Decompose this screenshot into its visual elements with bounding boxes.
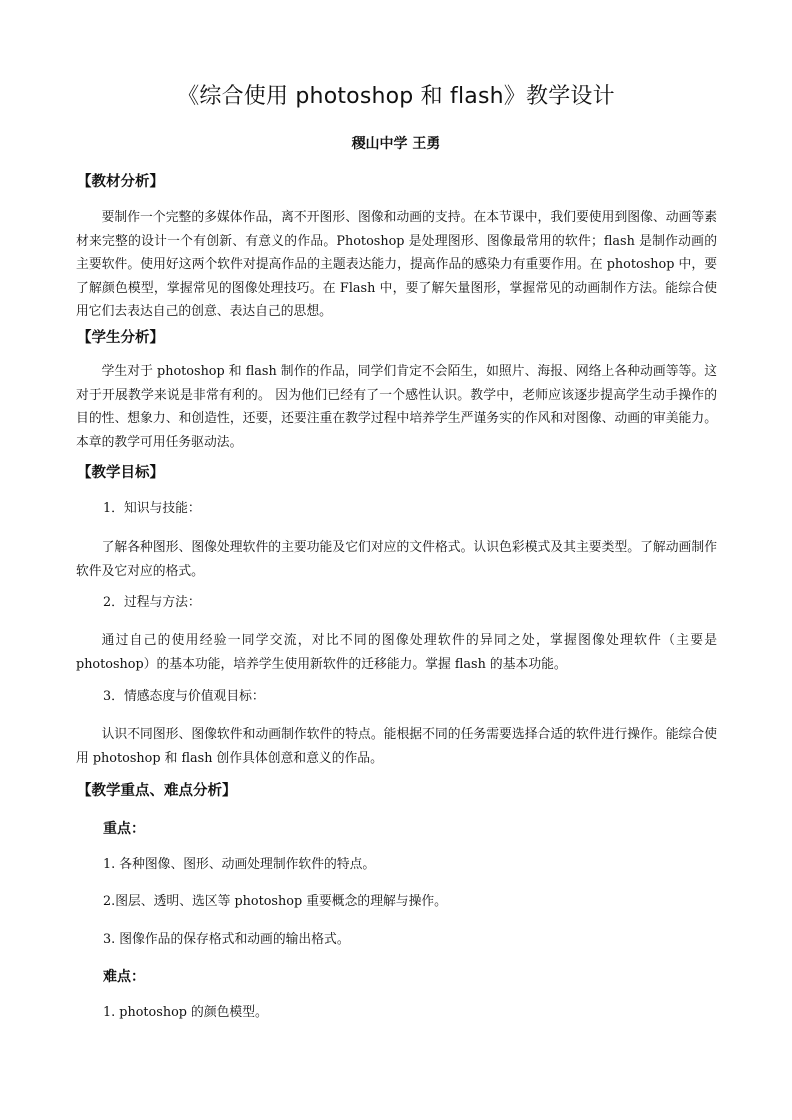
paragraph-goal-attitude: 认识不同图形、图像软件和动画制作软件的特点。能根据不同的任务需要选择合适的软件进行操作。能综合使用 photoshop 和 flash 创作具体创意和意义的作品。	[76, 727, 717, 766]
goal-item-attitude: 3．情感态度与价值观目标：	[103, 689, 265, 704]
goal-item-knowledge: 1．知识与技能：	[103, 501, 201, 516]
paragraph-goal-process: 通过自己的使用经验一同学交流，对比不同的图像处理软件的异同之处，掌握图像处理软件（主要是 photoshop）的基本功能，培养学生使用新软件的迁移能力。掌握 flash 的基本功能。	[76, 633, 717, 672]
difficulty-label: 难点：	[103, 969, 145, 985]
focus-item-2: 2.图层、透明、选区等 photoshop 重要概念的理解与操作。	[103, 894, 447, 909]
paragraph-student-analysis: 学生对于 photoshop 和 flash 制作的作品，同学们肯定不会陌生，如照片、海报、网络上各种动画等等。这对于开展教学来说是非常有利的。 因为他们已经有了一个感性认识。教学中，老师应该逐步提高学生动手操作的目的性、想象力、和创造性，还要，还要注重在教学过程中培养学生严谨务实的作风和对图像、动画的审美能力。本章的教学可用任务驱动法。	[76, 364, 717, 450]
document-title: 《综合使用 photoshop 和 flash》教学设计	[177, 84, 615, 109]
difficulty-item-1: 1. photoshop 的颜色模型。	[103, 1005, 268, 1020]
paragraph-goal-knowledge: 了解各种图形、图像处理软件的主要功能及它们对应的文件格式。认识色彩模式及其主要类型。了解动画制作软件及它对应的格式。	[76, 540, 717, 579]
heading-key-difficult-points: 【教学重点、难点分析】	[77, 783, 237, 799]
heading-student-analysis: 【学生分析】	[77, 330, 164, 346]
heading-teaching-goals: 【教学目标】	[77, 465, 164, 481]
focus-item-1: 1. 各种图像、图形、动画处理制作软件的特点。	[103, 857, 376, 872]
focus-label: 重点：	[103, 821, 145, 837]
document-author: 稷山中学 王勇	[351, 136, 441, 152]
paragraph-materials-analysis: 要制作一个完整的多媒体作品，离不开图形、图像和动画的支持。在本节课中，我们要使用到图像、动画等素材来完整的设计一个有创新、有意义的作品。Photoshop 是处理图形、图像最常用的软件；flash 是制作动画的主要软件。使用好这两个软件对提高作品的主题表达能力，提高作品的感染力有重要作用。在 photoshop 中，要了解颜色模型，掌握常见的图像处理技巧。在 Flash 中，要了解矢量图形，掌握常见的动画制作方法。能综合使用它们去表达自己的创意、表达自己的思想。	[76, 210, 717, 319]
heading-materials-analysis: 【教材分析】	[77, 174, 164, 190]
goal-item-process: 2．过程与方法：	[103, 595, 201, 610]
focus-item-3: 3. 图像作品的保存格式和动画的输出格式。	[103, 932, 350, 947]
